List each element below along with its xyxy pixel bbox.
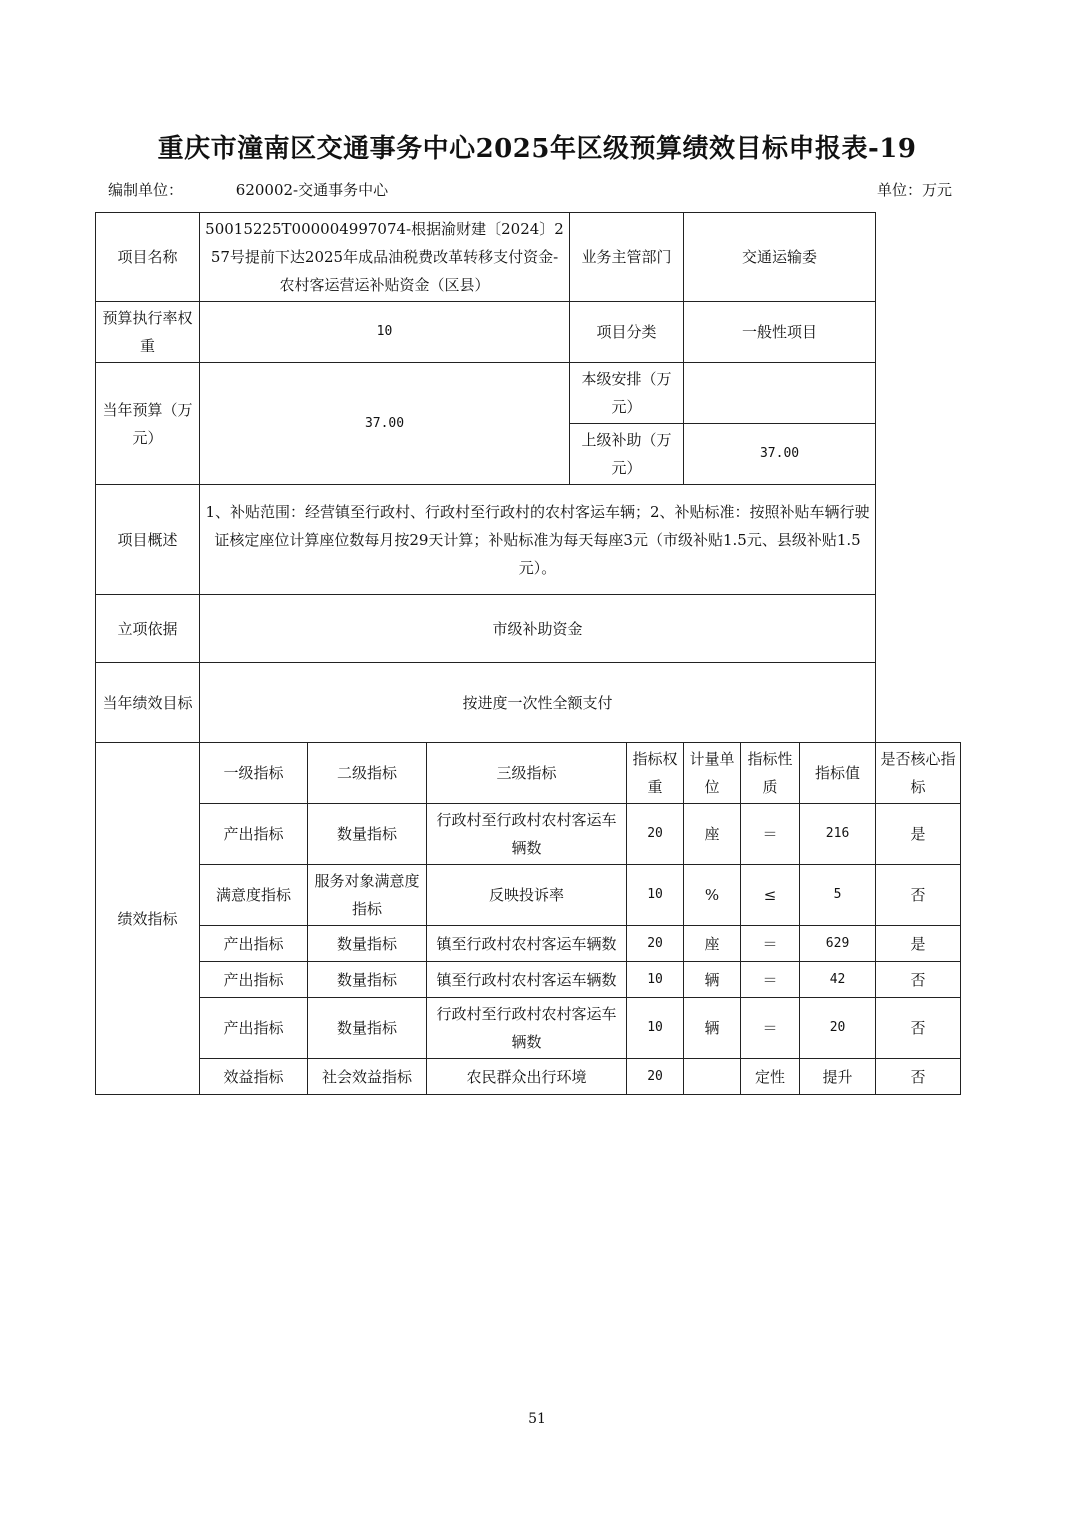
level3-cell: 农民群众出行环境 — [427, 1059, 627, 1095]
header-weight: 指标权重 — [627, 743, 684, 804]
level3-cell: 行政村至行政村农村客运车辆数 — [427, 804, 627, 865]
unit-cell: 辆 — [684, 962, 741, 998]
weight-cell: 20 — [627, 1059, 684, 1095]
overview-value: 1、补贴范围：经营镇至行政村、行政村至行政村的农村客运车辆；2、补贴标准：按照补贴车辆行驶证核定座位计算座位数每月按29天计算；补贴标准为每天每座3元（市级补贴1.5元、县级补贴1.5元）。 — [200, 485, 876, 595]
level2-cell: 社会效益指标 — [308, 1059, 427, 1095]
category-label: 项目分类 — [570, 302, 684, 363]
table-row — [96, 485, 961, 595]
overview-label: 项目概述 — [96, 485, 200, 595]
value-cell: 提升 — [800, 1059, 876, 1095]
local-label: 本级安排（万元） — [570, 363, 684, 424]
nature-cell: ＝ — [741, 962, 800, 998]
table-row — [96, 804, 961, 865]
indicator-header-row — [96, 743, 961, 804]
compiling-unit-label: 编制单位： — [108, 181, 184, 199]
level3-cell: 镇至行政村农村客运车辆数 — [427, 962, 627, 998]
core-cell: 否 — [876, 865, 961, 926]
dept-label: 业务主管部门 — [570, 213, 684, 302]
table-row — [96, 962, 961, 998]
nature-cell: ＝ — [741, 998, 800, 1059]
value-cell: 629 — [800, 926, 876, 962]
header-level1: 一级指标 — [200, 743, 308, 804]
core-cell: 否 — [876, 998, 961, 1059]
header-unit: 计量单位 — [684, 743, 741, 804]
value-cell: 20 — [800, 998, 876, 1059]
category-value: 一般性项目 — [684, 302, 876, 363]
compiling-unit — [108, 179, 388, 200]
header-level2: 二级指标 — [308, 743, 427, 804]
nature-cell: ＝ — [741, 926, 800, 962]
basis-value: 市级补助资金 — [200, 595, 876, 663]
header-core: 是否核心指标 — [876, 743, 961, 804]
unit-cell: 辆 — [684, 998, 741, 1059]
level1-cell: 产出指标 — [200, 804, 308, 865]
local-value — [684, 363, 876, 424]
table-row — [96, 663, 961, 743]
table-row — [96, 595, 961, 663]
table-row — [96, 865, 961, 926]
table-row — [96, 213, 961, 302]
nature-cell: ＝ — [741, 804, 800, 865]
upper-value: 37.00 — [684, 424, 876, 485]
weight-label: 预算执行率权重 — [96, 302, 200, 363]
table-row — [96, 926, 961, 962]
table-row — [96, 363, 961, 424]
goal-label: 当年绩效目标 — [96, 663, 200, 743]
level3-cell: 镇至行政村农村客运车辆数 — [427, 926, 627, 962]
core-cell: 是 — [876, 804, 961, 865]
goal-value: 按进度一次性全额支付 — [200, 663, 876, 743]
unit-cell: 座 — [684, 804, 741, 865]
level3-cell: 反映投诉率 — [427, 865, 627, 926]
value-cell: 216 — [800, 804, 876, 865]
page-number: 51 — [528, 1411, 546, 1427]
page-title: 重庆市潼南区交通事务中心2025年区级预算绩效目标申报表-19 — [157, 134, 917, 164]
level2-cell: 数量指标 — [308, 804, 427, 865]
project-name-label: 项目名称 — [96, 213, 200, 302]
weight-cell: 10 — [627, 865, 684, 926]
level3-cell: 行政村至行政村农村客运车辆数 — [427, 998, 627, 1059]
unit-cell — [684, 1059, 741, 1095]
level1-cell: 产出指标 — [200, 998, 308, 1059]
currency-unit: 单位：万元 — [876, 181, 952, 199]
value-cell: 5 — [800, 865, 876, 926]
level1-cell: 效益指标 — [200, 1059, 308, 1095]
weight-cell: 10 — [627, 962, 684, 998]
level2-cell: 数量指标 — [308, 962, 427, 998]
level2-cell: 数量指标 — [308, 998, 427, 1059]
core-cell: 否 — [876, 962, 961, 998]
budget-label: 当年预算（万元） — [96, 363, 200, 485]
upper-label: 上级补助（万元） — [570, 424, 684, 485]
compiling-unit-name: 620002-交通事务中心 — [235, 181, 389, 199]
weight-value: 10 — [200, 302, 570, 363]
unit-cell: % — [684, 865, 741, 926]
level1-cell: 满意度指标 — [200, 865, 308, 926]
indicators-section-label: 绩效指标 — [96, 743, 200, 1095]
unit-cell: 座 — [684, 926, 741, 962]
budget-value: 37.00 — [200, 363, 570, 485]
table-row — [96, 998, 961, 1059]
header-value: 指标值 — [800, 743, 876, 804]
nature-cell: ≤ — [741, 865, 800, 926]
table-row — [96, 302, 961, 363]
table-row — [96, 1059, 961, 1095]
core-cell: 否 — [876, 1059, 961, 1095]
weight-cell: 10 — [627, 998, 684, 1059]
budget-performance-table — [95, 212, 961, 1095]
level2-cell: 服务对象满意度指标 — [308, 865, 427, 926]
dept-value: 交通运输委 — [684, 213, 876, 302]
basis-label: 立项依据 — [96, 595, 200, 663]
level1-cell: 产出指标 — [200, 962, 308, 998]
header-level3: 三级指标 — [427, 743, 627, 804]
project-name-value: 50015225T000004997074-根据渝财建〔2024〕257号提前下达2025年成品油税费改革转移支付资金-农村客运营运补贴资金（区县） — [200, 213, 570, 302]
nature-cell: 定性 — [741, 1059, 800, 1095]
level1-cell: 产出指标 — [200, 926, 308, 962]
value-cell: 42 — [800, 962, 876, 998]
weight-cell: 20 — [627, 926, 684, 962]
header-nature: 指标性质 — [741, 743, 800, 804]
level2-cell: 数量指标 — [308, 926, 427, 962]
core-cell: 是 — [876, 926, 961, 962]
weight-cell: 20 — [627, 804, 684, 865]
